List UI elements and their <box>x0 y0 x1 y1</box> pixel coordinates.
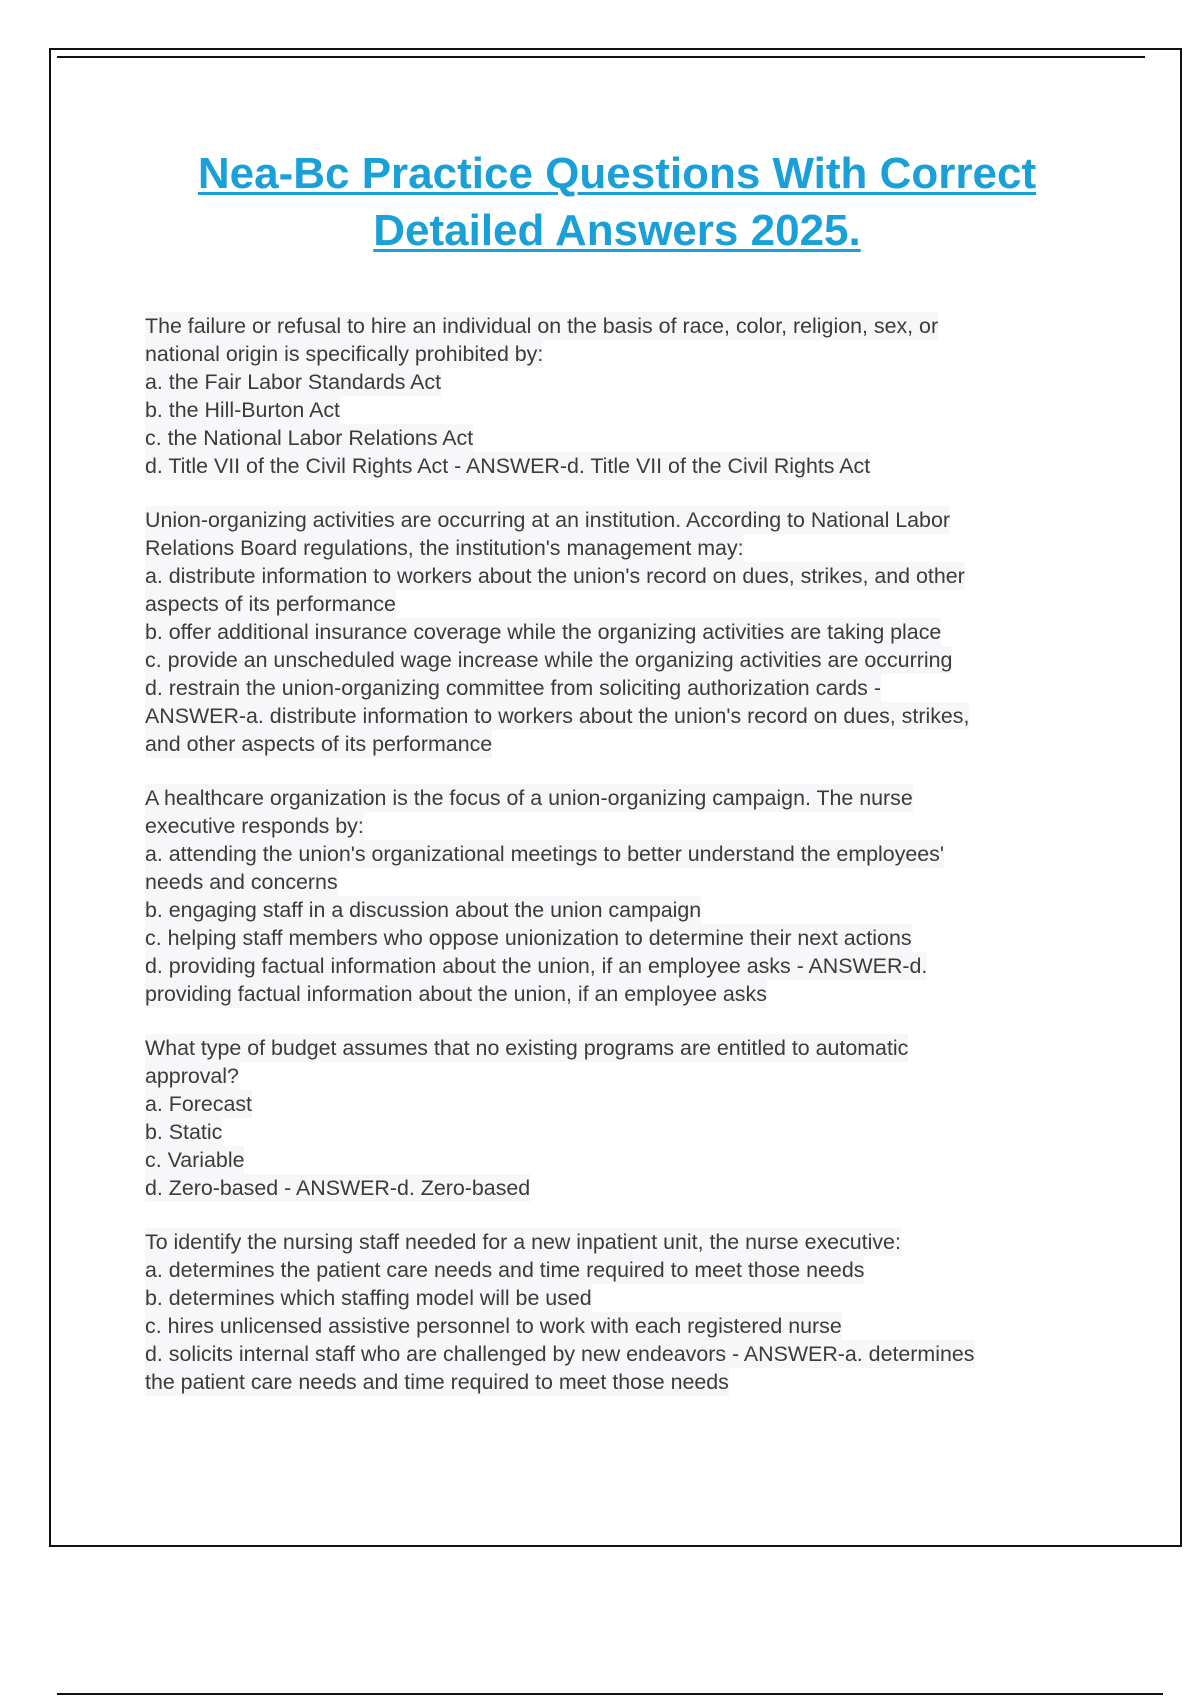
question-1-option-c: c. the National Labor Relations Act <box>145 426 474 450</box>
question-2-option-c: c. provide an unscheduled wage increase while the organizing activities are occurring <box>145 648 953 672</box>
question-2-answer-cont: and other aspects of its performance <box>145 732 493 756</box>
question-3-option-d-answer: d. providing factual information about the union, if an employee asks - ANSWER-d. <box>145 954 928 978</box>
question-block-2 <box>145 506 1095 758</box>
question-5-option-a: a. determines the patient care needs and time required to meet those needs <box>145 1258 865 1282</box>
question-5-option-b: b. determines which staffing model will be used <box>145 1286 592 1310</box>
question-5-line-1: To identify the nursing staff needed for a new inpatient unit, the nurse executive: <box>145 1230 901 1254</box>
question-3-option-c: c. helping staff members who oppose unionization to determine their next actions <box>145 926 912 950</box>
question-3-line-2: executive responds by: <box>145 814 364 838</box>
question-5-option-c: c. hires unlicensed assistive personnel to work with each registered nurse <box>145 1314 842 1338</box>
question-2-option-d: d. restrain the union-organizing committee from soliciting authorization cards - <box>145 676 881 700</box>
question-2-option-a-cont: aspects of its performance <box>145 592 396 616</box>
question-1-option-b: b. the Hill-Burton Act <box>145 398 340 422</box>
question-block-3 <box>145 784 1095 1008</box>
question-3-option-a-cont: needs and concerns <box>145 870 338 894</box>
question-2-option-b: b. offer additional insurance coverage while the organizing activities are taking place <box>145 620 942 644</box>
question-block-5 <box>145 1228 1095 1396</box>
question-block-4 <box>145 1034 1095 1202</box>
question-4-line-1: What type of budget assumes that no existing programs are entitled to automatic <box>145 1036 909 1060</box>
question-1-option-d-answer: d. Title VII of the Civil Rights Act - ANSWER-d. Title VII of the Civil Rights Act <box>145 454 871 478</box>
question-2-line-2: Relations Board regulations, the institution's management may: <box>145 536 744 560</box>
question-1-option-a: a. the Fair Labor Standards Act <box>145 370 442 394</box>
question-2-line-1: Union-organizing activities are occurring at an institution. According to National Labor <box>145 508 950 532</box>
title-line-2[interactable]: Detailed Answers 2025. <box>373 206 861 255</box>
question-4-option-a: a. Forecast <box>145 1092 252 1116</box>
question-3-line-1: A healthcare organization is the focus of a union-organizing campaign. The nurse <box>145 786 913 810</box>
question-4-option-c: c. Variable <box>145 1148 245 1172</box>
question-4-option-d-answer: d. Zero-based - ANSWER-d. Zero-based <box>145 1176 531 1200</box>
question-3-option-a: a. attending the union's organizational meetings to better understand the employees' <box>145 842 944 866</box>
top-rule <box>57 56 1145 58</box>
bottom-rule <box>57 1693 1163 1695</box>
title-line-1[interactable]: Nea-Bc Practice Questions With Correct <box>197 149 1037 198</box>
question-3-option-b: b. engaging staff in a discussion about the union campaign <box>145 898 702 922</box>
question-4-line-2: approval? <box>145 1064 239 1088</box>
question-1-line-1: The failure or refusal to hire an individual on the basis of race, color, religion, sex, or <box>145 314 939 338</box>
question-5-option-d-answer: d. solicits internal staff who are challenged by new endeavors - ANSWER-a. determines <box>145 1342 975 1366</box>
question-1-line-2: national origin is specifically prohibited by: <box>145 342 544 366</box>
question-2-answer: ANSWER-a. distribute information to workers about the union's record on dues, strikes, <box>145 704 970 728</box>
question-4-option-b: b. Static <box>145 1120 223 1144</box>
question-2-option-a: a. distribute information to workers about the union's record on dues, strikes, and other <box>145 564 965 588</box>
question-5-answer-cont: the patient care needs and time required to meet those needs <box>145 1370 729 1394</box>
question-block-1 <box>145 312 1095 480</box>
question-list <box>145 312 1095 1422</box>
document-title[interactable] <box>100 145 1134 259</box>
question-3-answer-cont: providing factual information about the union, if an employee asks <box>145 982 767 1006</box>
